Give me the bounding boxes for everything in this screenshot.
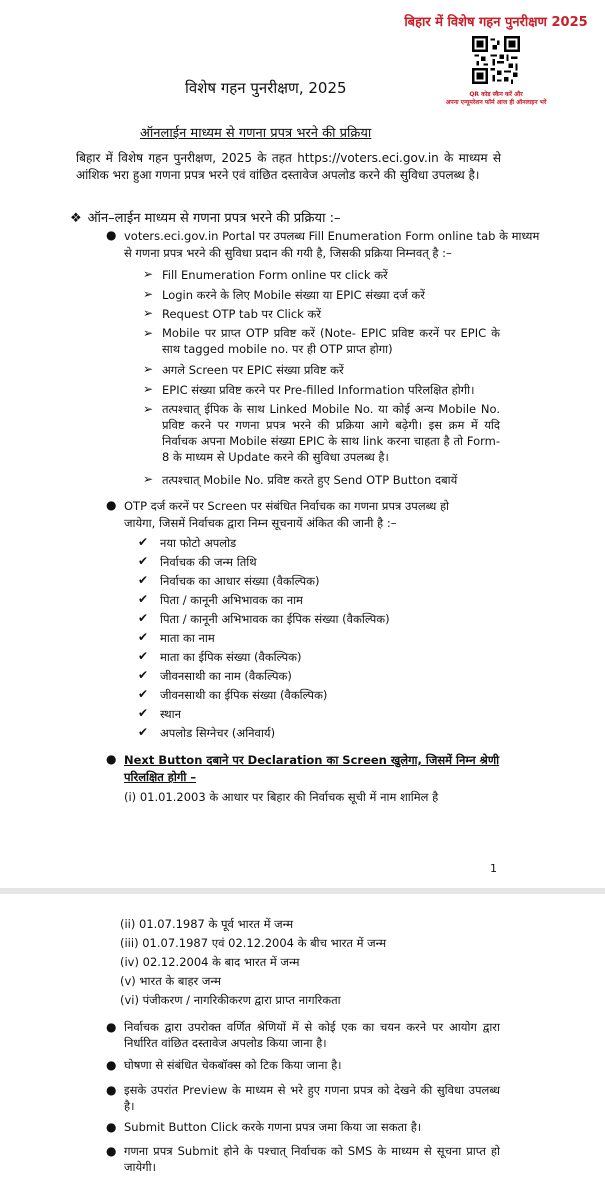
arrow-bullet-icon: ➢ [143,267,154,281]
check-icon: ✔ [138,573,149,587]
arrow-bullet-icon: ➢ [143,326,154,340]
arrow-bullet-icon: ➢ [143,306,154,320]
check-icon: ✔ [138,725,149,739]
bullet-icon: ● [106,1144,117,1158]
subheading [70,208,340,226]
check-icon: ✔ [138,535,149,549]
category-ii: (ii) 01.07.1987 के पूर्व भारत में जन्म [120,917,294,931]
step-6: EPIC संख्या प्रविष्ट करने पर Pre-filled Information परिलक्षित होगी। [162,383,475,397]
category-vi: (vi) पंजीकरण / नागरिकीकरण द्वारा प्राप्त नागरिकता [120,993,341,1007]
field-item: माता का ईपिक संख्या (वैकल्पिक) [160,650,302,664]
bullet-icon: ● [106,1120,117,1134]
arrow-bullet-icon: ➢ [143,362,154,376]
check-icon: ✔ [138,649,149,663]
category-iii: (iii) 01.07.1987 एवं 02.12.2004 के बीच भारत में जन्म [120,936,387,950]
qr-code-icon[interactable] [472,36,520,84]
note-bullet: Submit Button Click करके गणना प्रपत्र जमा किया जा सकता है। [124,1120,422,1134]
note-bullet: गणना प्रपत्र Submit होने के पश्चात् निर्वाचक को SMS के माध्यम से सूचना प्राप्त हो जायेगी। [124,1144,500,1174]
field-item: अपलोड सिग्नेचर (अनिवार्य) [160,726,276,740]
field-item: जीवनसाथी का नाम (वैकल्पिक) [160,669,292,683]
field-item: निर्वाचक की जन्म तिथि [160,555,257,569]
check-icon: ✔ [138,687,149,701]
check-icon: ✔ [138,611,149,625]
field-item: माता का नाम [160,631,215,645]
field-item: पिता / कानूनी अभिभावक का नाम [160,593,303,607]
step-3: Request OTP tab पर Click करें [162,307,322,321]
field-item: पिता / कानूनी अभिभावक का ईपिक संख्या (वैकल्पिक) [160,612,390,626]
check-icon: ✔ [138,630,149,644]
banner-subtitle-2: अपना एन्यूमरेशन फॉर्म आज ही ऑनलाइन भरें [445,99,547,106]
field-item: नया फोटो अपलोड [160,536,237,550]
field-item: जीवनसाथी का ईपिक संख्या (वैकल्पिक) [160,688,328,702]
arrow-bullet-icon: ➢ [143,287,154,301]
note-bullet: निर्वाचक द्वारा उपरोक्त वर्णित श्रेणियों में से कोई एक का चयन करने पर आयोग द्वारा निर्धारित वांछित दस्तावेज अपलोड किया जाना है। [124,1020,500,1050]
bullet1-line1: voters.eci.gov.in Portal पर उपलब्ध Fill Enumeration Form online tab के माध्यम [124,229,540,243]
banner-subtitle-1: QR कोड स्कैन करें और [469,91,523,98]
bullet3-line1: Next Button दबाने पर Declaration का Screen खुलेगा, जिसमें निम्न श्रेणी [124,753,500,767]
page-number: 1 [490,862,497,875]
bullet2-line1: OTP दर्ज करनें पर Screen पर संबंधित निर्वाचक का गणना प्रपत्र उपलब्ध हो [124,499,450,513]
step-4: Mobile पर प्राप्त OTP प्रविष्ट करें (Note- EPIC प्रविष्ट करनें पर EPIC के साथ tagged mobile no. पर ही OTP प्राप्त होगा) [162,326,500,356]
section-title: ऑनलाईन माध्यम से गणना प्रपत्र भरने की प्रक्रिया [140,126,372,141]
field-item: स्थान [160,707,181,721]
bullet-icon: ● [106,1083,117,1097]
step-7: तत्पश्चात् ईपिक के साथ Linked Mobile No. या कोई अन्य Mobile No. प्रविष्ट करने पर गणना प्रपत्र भरने की प्रक्रिया आगे बढ़ेगी। इस क्रम में यदि निर्वाचक अपना Mobile संख्या EPIC के साथ link करना चाहता है तो Form-8 के माध्यम से Update करने की सुविधा उपलब्ध है। [162,402,500,464]
bullet-icon: ● [106,498,117,512]
step-8: तत्पश्चात् Mobile No. प्रविष्ट करते हुए Send OTP Button दबायें [162,473,458,487]
arrow-bullet-icon: ➢ [143,472,154,486]
category-iv: (iv) 02.12.2004 के बाद भारत में जन्म [120,955,300,969]
bullet1-line2: से गणना प्रपत्र भरने की सुविधा प्रदान की गयी है, जिसकी प्रक्रिया निम्नवत् है :– [124,246,452,260]
bullet3-line2: परिलक्षित होगी – [124,770,197,784]
note-bullet: घोषणा से संबंधित चेकबॉक्स को टिक किया जाना है। [124,1058,342,1072]
subheading-text: ऑन–लाईन माध्यम से गणना प्रपत्र भरने की प्रक्रिया :– [87,211,341,226]
bullet2-line2: जायेगा, जिसमें निर्वाचक द्वारा निम्न सूचनायें अंकित की जानी है :– [124,516,397,530]
banner-title: बिहार में विशेष गहन पुनरीक्षण 2025 [404,15,588,30]
step-1: Fill Enumeration Form online पर click करें [162,268,388,282]
check-icon: ✔ [138,668,149,682]
check-icon: ✔ [138,706,149,720]
arrow-bullet-icon: ➢ [143,402,154,416]
header-banner [401,12,591,107]
bullet-icon: ● [106,752,117,766]
step-5: अगले Screen पर EPIC संख्या प्रविष्ट करें [162,363,344,377]
check-icon: ✔ [138,592,149,606]
step-2: Login करने के लिए Mobile संख्या या EPIC संख्या दर्ज करें [162,288,425,302]
diamond-bullet-icon: ❖ [70,211,82,226]
check-icon: ✔ [138,554,149,568]
arrow-bullet-icon: ➢ [143,382,154,396]
bullet-icon: ● [106,1058,117,1072]
intro-paragraph: बिहार में विशेष गहन पुनरीक्षण, 2025 के तहत https://voters.eci.gov.in के माध्यम से आंशिक भरा हुआ गणना प्रपत्र भरने एवं वांछित दस्तावेज अपलोड करने की सुविधा उपलब्ध है। [76,151,501,182]
note-bullet: इसके उपरांत Preview के माध्यम से भरे हुए गणना प्रपत्र को देखने की सुविधा उपलब्ध है। [124,1083,500,1113]
document-title: विशेष गहन पुनरीक्षण, 2025 [185,79,347,97]
category-i: (i) 01.01.2003 के आधार पर बिहार की निर्वाचक सूची में नाम शामिल है [124,790,439,804]
category-v: (v) भारत के बाहर जन्म [120,974,221,988]
field-item: निर्वाचक का आधार संख्या (वैकल्पिक) [160,574,320,588]
page-2 [0,894,605,1200]
bullet-icon: ● [106,1020,117,1034]
bullet-icon: ● [106,228,117,242]
